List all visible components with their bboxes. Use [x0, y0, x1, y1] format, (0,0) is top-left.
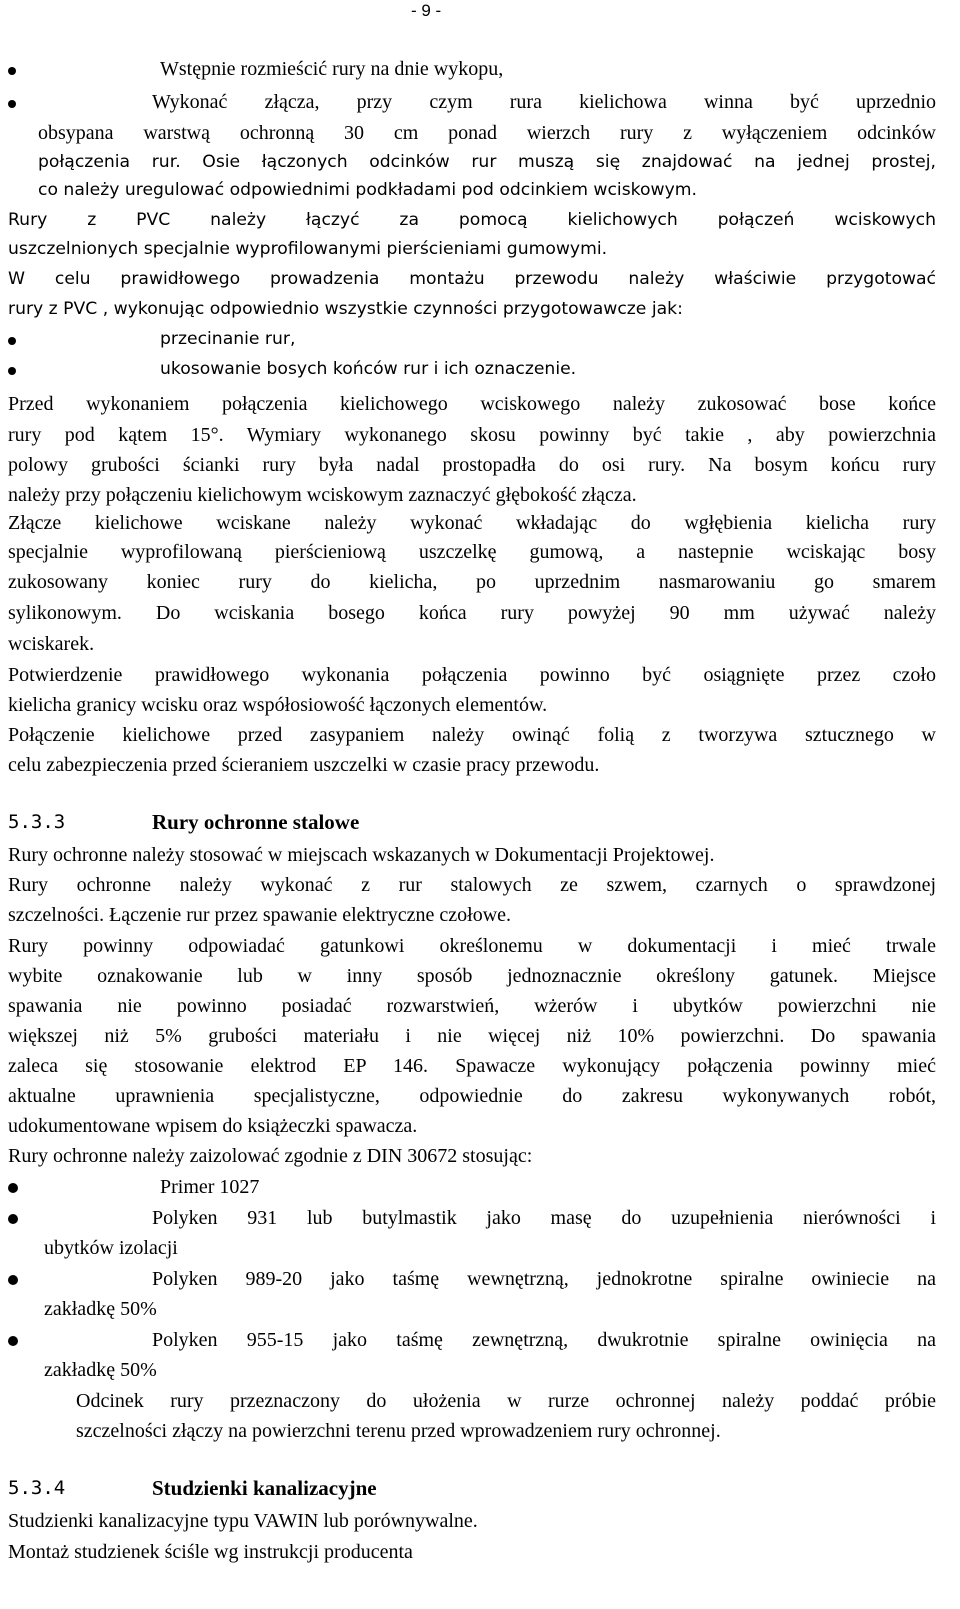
text-line: Przed wykonaniem połączenia kielichowego wciskowego należy zukosować bose końce [8, 393, 936, 415]
text-line: większej niż 5% grubości materiału i nie więcej niż 10% powierzchni. Do spawania [8, 1025, 936, 1047]
bullet-item [8, 324, 936, 354]
bullet-icon [8, 1214, 18, 1224]
text-line: zakładkę 50% [44, 1298, 157, 1320]
text-line: Złącze kielichowe wciskane należy wykonać wkładając do wgłębienia kielicha rury [8, 512, 936, 534]
text-line: Wykonać złącza, przy czym rura kielichowa winna być uprzednio [152, 87, 936, 117]
text-line: zukosowany koniec rury do kielicha, po uprzednim nasmarowaniu go smarem [8, 571, 936, 593]
bullet-icon [8, 100, 16, 108]
text-line: Polyken 931 lub butylmastik jako masę do uzupełnienia nierówności i [152, 1207, 936, 1229]
bullet-item [8, 1172, 936, 1202]
text-line: wybite oznakowanie lub w inny sposób jednoznacznie określony gatunek. Miejsce [8, 965, 936, 987]
bullet-item [8, 354, 936, 384]
text-line: rury pod kątem 15°. Wymiary wykonanego skosu powinny być takie , aby powierzchnia [8, 424, 936, 446]
text-line: obsypana warstwą ochronną 30 cm ponad wierzch rury z wyłączeniem odcinków [38, 122, 936, 144]
text-line: Polyken 989-20 jako taśmę wewnętrzną, jednokrotne spiralne owiniecie na [152, 1268, 936, 1290]
bullet-icon [8, 67, 16, 75]
text-line: Rury powinny odpowiadać gatunkowi określonemu w dokumentacji i mieć trwale [8, 935, 936, 957]
text-line: sylikonowym. Do wciskania bosego końca rury powyżej 90 mm używać należy [8, 602, 936, 624]
section-title: Rury ochronne stalowe [152, 810, 360, 834]
bullet-icon [8, 1336, 18, 1346]
section-number: 5.3.4 [8, 1477, 66, 1499]
text-line: uszczelnionych specjalnie wyprofilowanymi pierścieniami gumowymi. [8, 239, 608, 259]
text-line: polowy grubości ścianki rury była nadal prostopadła do osi rury. Na bosym końcu rury [8, 454, 936, 476]
text-line: celu zabezpieczenia przed ścieraniem uszczelki w czasie pracy przewodu. [8, 754, 600, 776]
section-heading [0, 1472, 960, 1504]
text-line: wciskarek. [8, 633, 95, 655]
text-line: zakładkę 50% [44, 1359, 157, 1381]
text-line: Rury ochronne należy zaizolować zgodnie z DIN 30672 stosując: [8, 1145, 533, 1167]
text-line: udokumentowane wpisem do książeczki spawacza. [8, 1115, 418, 1137]
bullet-item [152, 1264, 936, 1294]
text-line: Studzienki kanalizacyjne typu VAWIN lub porównywalne. [8, 1510, 478, 1532]
text-line: szczelności złączy na powierzchni terenu przed wprowadzeniem rury ochronnej. [76, 1420, 721, 1442]
text-line: Polyken 955-15 jako taśmę zewnętrzną, dwukrotnie spiralne owinięcia na [152, 1329, 936, 1351]
text-line: Primer 1027 [160, 1176, 260, 1198]
bullet-item [152, 1325, 936, 1355]
page-number: - 9 - [411, 1, 442, 20]
text-line: specjalnie wyprofilowaną pierścieniową uszczelkę gumową, a nastepnie wciskając bosy [8, 541, 936, 563]
bullet-item [152, 1203, 936, 1233]
text-line: Połączenie kielichowe przed zasypaniem należy owinąć folią z tworzywa sztucznego w [8, 724, 936, 746]
text-line: Rury ochronne należy stosować w miejscach wskazanych w Dokumentacji Projektowej. [8, 844, 715, 866]
text-line: Wstępnie rozmieścić rury na dnie wykopu, [160, 58, 504, 80]
text-line: Montaż studzienek ściśle wg instrukcji producenta [8, 1541, 413, 1563]
text-line: Rury z PVC należy łączyć za pomocą kielichowych połączeń wciskowych [8, 210, 936, 230]
bullet-icon [8, 1183, 18, 1193]
text-line: W celu prawidłowego prowadzenia montażu przewodu należy właściwie przygotować [8, 269, 936, 289]
bullet-icon [8, 367, 16, 375]
bullet-icon [8, 1275, 18, 1285]
text-line: ukosowanie bosych końców rur i ich oznaczenie. [160, 359, 577, 379]
text-line: połączenia rur. Osie łączonych odcinków rur muszą się znajdować na jednej prostej, [38, 152, 936, 172]
text-line: zaleca się stosowanie elektrod EP 146. Spawacze wykonujący połączenia powinny mieć [8, 1055, 936, 1077]
text-line: szczelności. Łączenie rur przez spawanie elektryczne czołowe. [8, 904, 512, 926]
section-title: Studzienki kanalizacyjne [152, 1476, 377, 1500]
text-line: co należy uregulować odpowiednimi podkładami pod odcinkiem wciskowym. [38, 180, 697, 200]
bullet-item [8, 54, 936, 84]
bullet-icon [8, 337, 16, 345]
text-line: przecinanie rur, [160, 329, 296, 349]
text-line: Odcinek rury przeznaczony do ułożenia w rurze ochronnej należy poddać próbie [76, 1390, 936, 1412]
text-line: Rury ochronne należy wykonać z rur stalowych ze szwem, czarnych o sprawdzonej [8, 874, 936, 896]
text-line: ubytków izolacji [44, 1237, 178, 1259]
section-heading [0, 806, 960, 838]
text-line: rury z PVC , wykonując odpowiednio wszystkie czynności przygotowawcze jak: [8, 299, 683, 319]
text-line: kielicha granicy wcisku oraz współosiowość łączonych elementów. [8, 694, 548, 716]
section-number: 5.3.3 [8, 811, 66, 833]
text-line: aktualne uprawnienia specjalistyczne, odpowiednie do zakresu wykonywanych robót, [8, 1085, 936, 1107]
text-line: Potwierdzenie prawidłowego wykonania połączenia powinno być osiągnięte przez czoło [8, 664, 936, 686]
text-line: spawania nie powinno posiadać rozwarstwień, wżerów i ubytków powierzchni nie [8, 995, 936, 1017]
text-line: należy przy połączeniu kielichowym wciskowym zaznaczyć głębokość złącza. [8, 484, 637, 506]
